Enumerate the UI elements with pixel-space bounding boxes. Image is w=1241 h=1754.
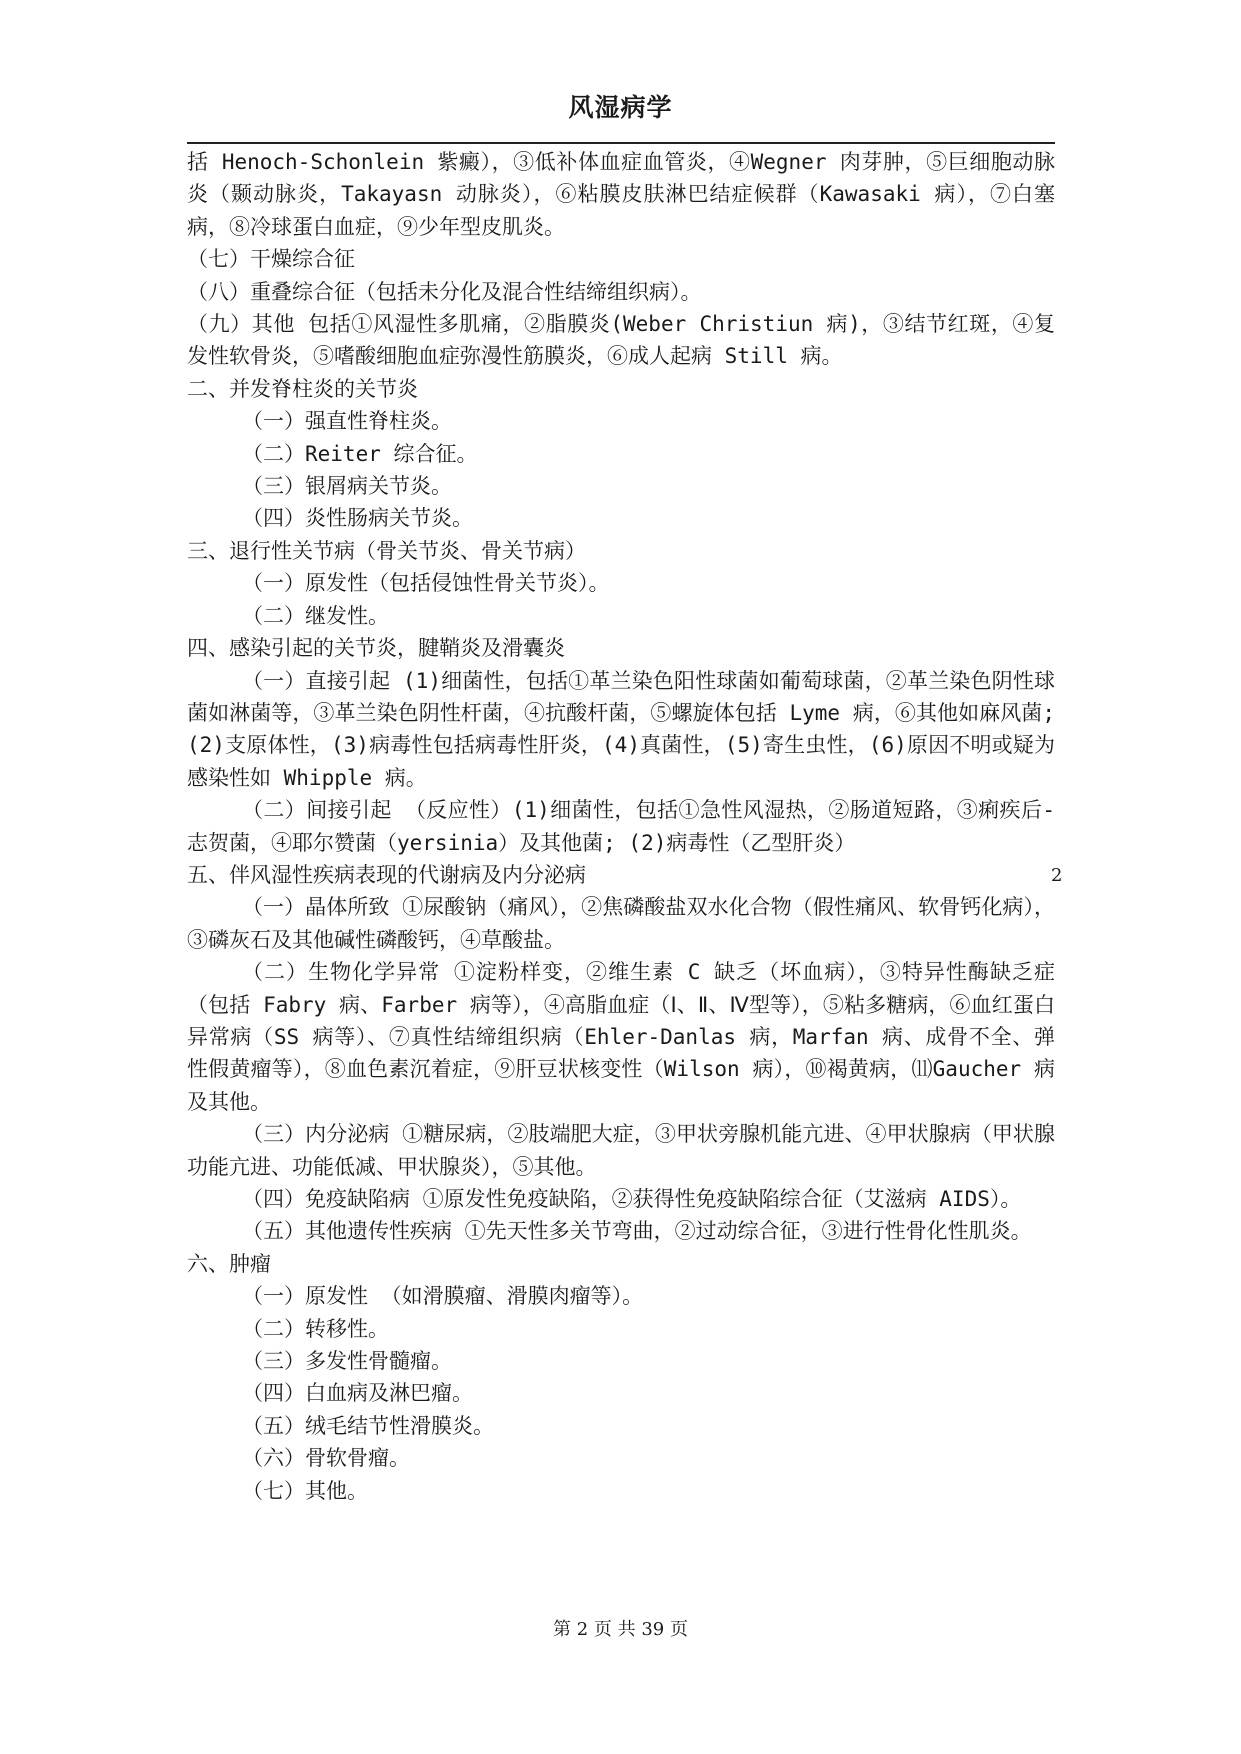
list-item: （二）Reiter 综合征。	[242, 441, 478, 466]
list-item: （四）白血病及淋巴瘤。	[242, 1381, 473, 1406]
list-item: （二）继发性。	[242, 603, 389, 628]
document-body	[187, 146, 1055, 1507]
item-sjogren: （七）干燥综合征	[187, 247, 355, 272]
margin-page-number: 2	[1051, 865, 1063, 886]
list-item: （三）银屑病关节炎。	[242, 474, 452, 499]
item-others: （九）其他 包括①风湿性多肌痛，②脂膜炎(Weber Christiun 病)，③结节红斑，④复发性软骨炎，⑤嗜酸细胞血症弥漫性筋膜炎，⑥成人起病 Still 病。	[187, 312, 1055, 369]
paragraph-endocrine: （三）内分泌病 ①糖尿病，②肢端肥大症，③甲状旁腺机能亢进、④甲状腺病（甲状腺功能亢进、功能低减、甲状腺炎），⑤其他。	[187, 1122, 1055, 1179]
paragraph-crystal: （一）晶体所致 ①尿酸钠（痛风），②焦磷酸盐双水化合物（假性痛风、软骨钙化病），③磷灰石及其他碱性磷酸钙，④草酸盐。	[187, 895, 1055, 952]
paragraph-vasculitis-continued: 括 Henoch-Schonlein 紫癜），③低补体血症血管炎，④Wegner 肉芽肿，⑤巨细胞动脉炎（颞动脉炎，Takayasn 动脉炎），⑥粘膜皮肤淋巴结症候群（Kawasaki 病），⑦白塞病，⑧冷球蛋白血症，⑨少年型皮肌炎。	[187, 150, 1055, 239]
item-overlap-syndrome: （八）重叠综合征（包括未分化及混合性结缔组织病）。	[187, 279, 702, 304]
list-item: （一）原发性（包括侵蚀性骨关节炎）。	[242, 571, 610, 596]
list-item: （二）转移性。	[242, 1316, 389, 1341]
list-item: （一）强直性脊柱炎。	[242, 409, 452, 434]
header-rule	[187, 142, 1055, 144]
list-item: （一）原发性 （如滑膜瘤、滑膜肉瘤等）。	[242, 1284, 644, 1309]
section-heading-6: 六、肿瘤	[187, 1251, 271, 1276]
paragraph-immunodeficiency: （四）免疫缺陷病 ①原发性免疫缺陷，②获得性免疫缺陷综合征（艾滋病 AIDS）。	[242, 1187, 1022, 1211]
list-item: （三）多发性骨髓瘤。	[242, 1349, 452, 1374]
list-item: （五）绒毛结节性滑膜炎。	[242, 1413, 494, 1438]
page-header-title: 风湿病学	[568, 93, 673, 122]
paragraph-hereditary: （五）其他遗传性疾病 ①先天性多关节弯曲，②过动综合征，③进行性骨化性肌炎。	[242, 1219, 1032, 1244]
list-item: （六）骨软骨瘤。	[242, 1446, 410, 1471]
page-footer: 第 2 页 共 39 页	[553, 1619, 688, 1640]
section-heading-5: 五、伴风湿性疾病表现的代谢病及内分泌病	[187, 862, 586, 887]
list-item: （七）其他。	[242, 1478, 368, 1503]
section-heading-4: 四、感染引起的关节炎，腱鞘炎及滑囊炎	[187, 636, 565, 661]
paragraph-biochemical: （二）生物化学异常 ①淀粉样变，②维生素 C 缺乏（坏血病），③特异性酶缺乏症（包括 Fabry 病、Farber 病等），④高脂血症（Ⅰ、Ⅱ、Ⅳ型等），⑤粘多糖病，⑥血红蛋白异常病（SS 病等）、⑦真性结缔组织病（Ehler-Danlas 病，Marfan 病、成骨不全、弹性假黄瘤等），⑧血色素沉着症，⑨肝豆状核变性（Wilson 病），⑩褐黄病，⑾Gaucher 病及其他。	[187, 960, 1055, 1114]
section-heading-3: 三、退行性关节病（骨关节炎、骨关节病）	[187, 538, 586, 563]
paragraph-direct-infection: （一）直接引起 (1)细菌性，包括①革兰染色阳性球菌如葡萄球菌，②革兰染色阴性球菌如淋菌等，③革兰染色阴性杆菌，④抗酸杆菌，⑤螺旋体包括 Lyme 病，⑥其他如麻风菌; (2)支原体性，(3)病毒性包括病毒性肝炎，(4)真菌性，(5)寄生虫性，(6)原因不明或疑为感染性如 Whipple 病。	[187, 668, 1055, 790]
list-item: （四）炎性肠病关节炎。	[242, 506, 473, 531]
paragraph-indirect-infection: （二）间接引起 （反应性）(1)细菌性，包括①急性风湿热，②肠道短路，③痢疾后-志贺菌，④耶尔赞菌（yersinia）及其他菌; (2)病毒性（乙型肝炎）	[187, 798, 1055, 855]
section-heading-2: 二、并发脊柱炎的关节炎	[187, 376, 418, 401]
